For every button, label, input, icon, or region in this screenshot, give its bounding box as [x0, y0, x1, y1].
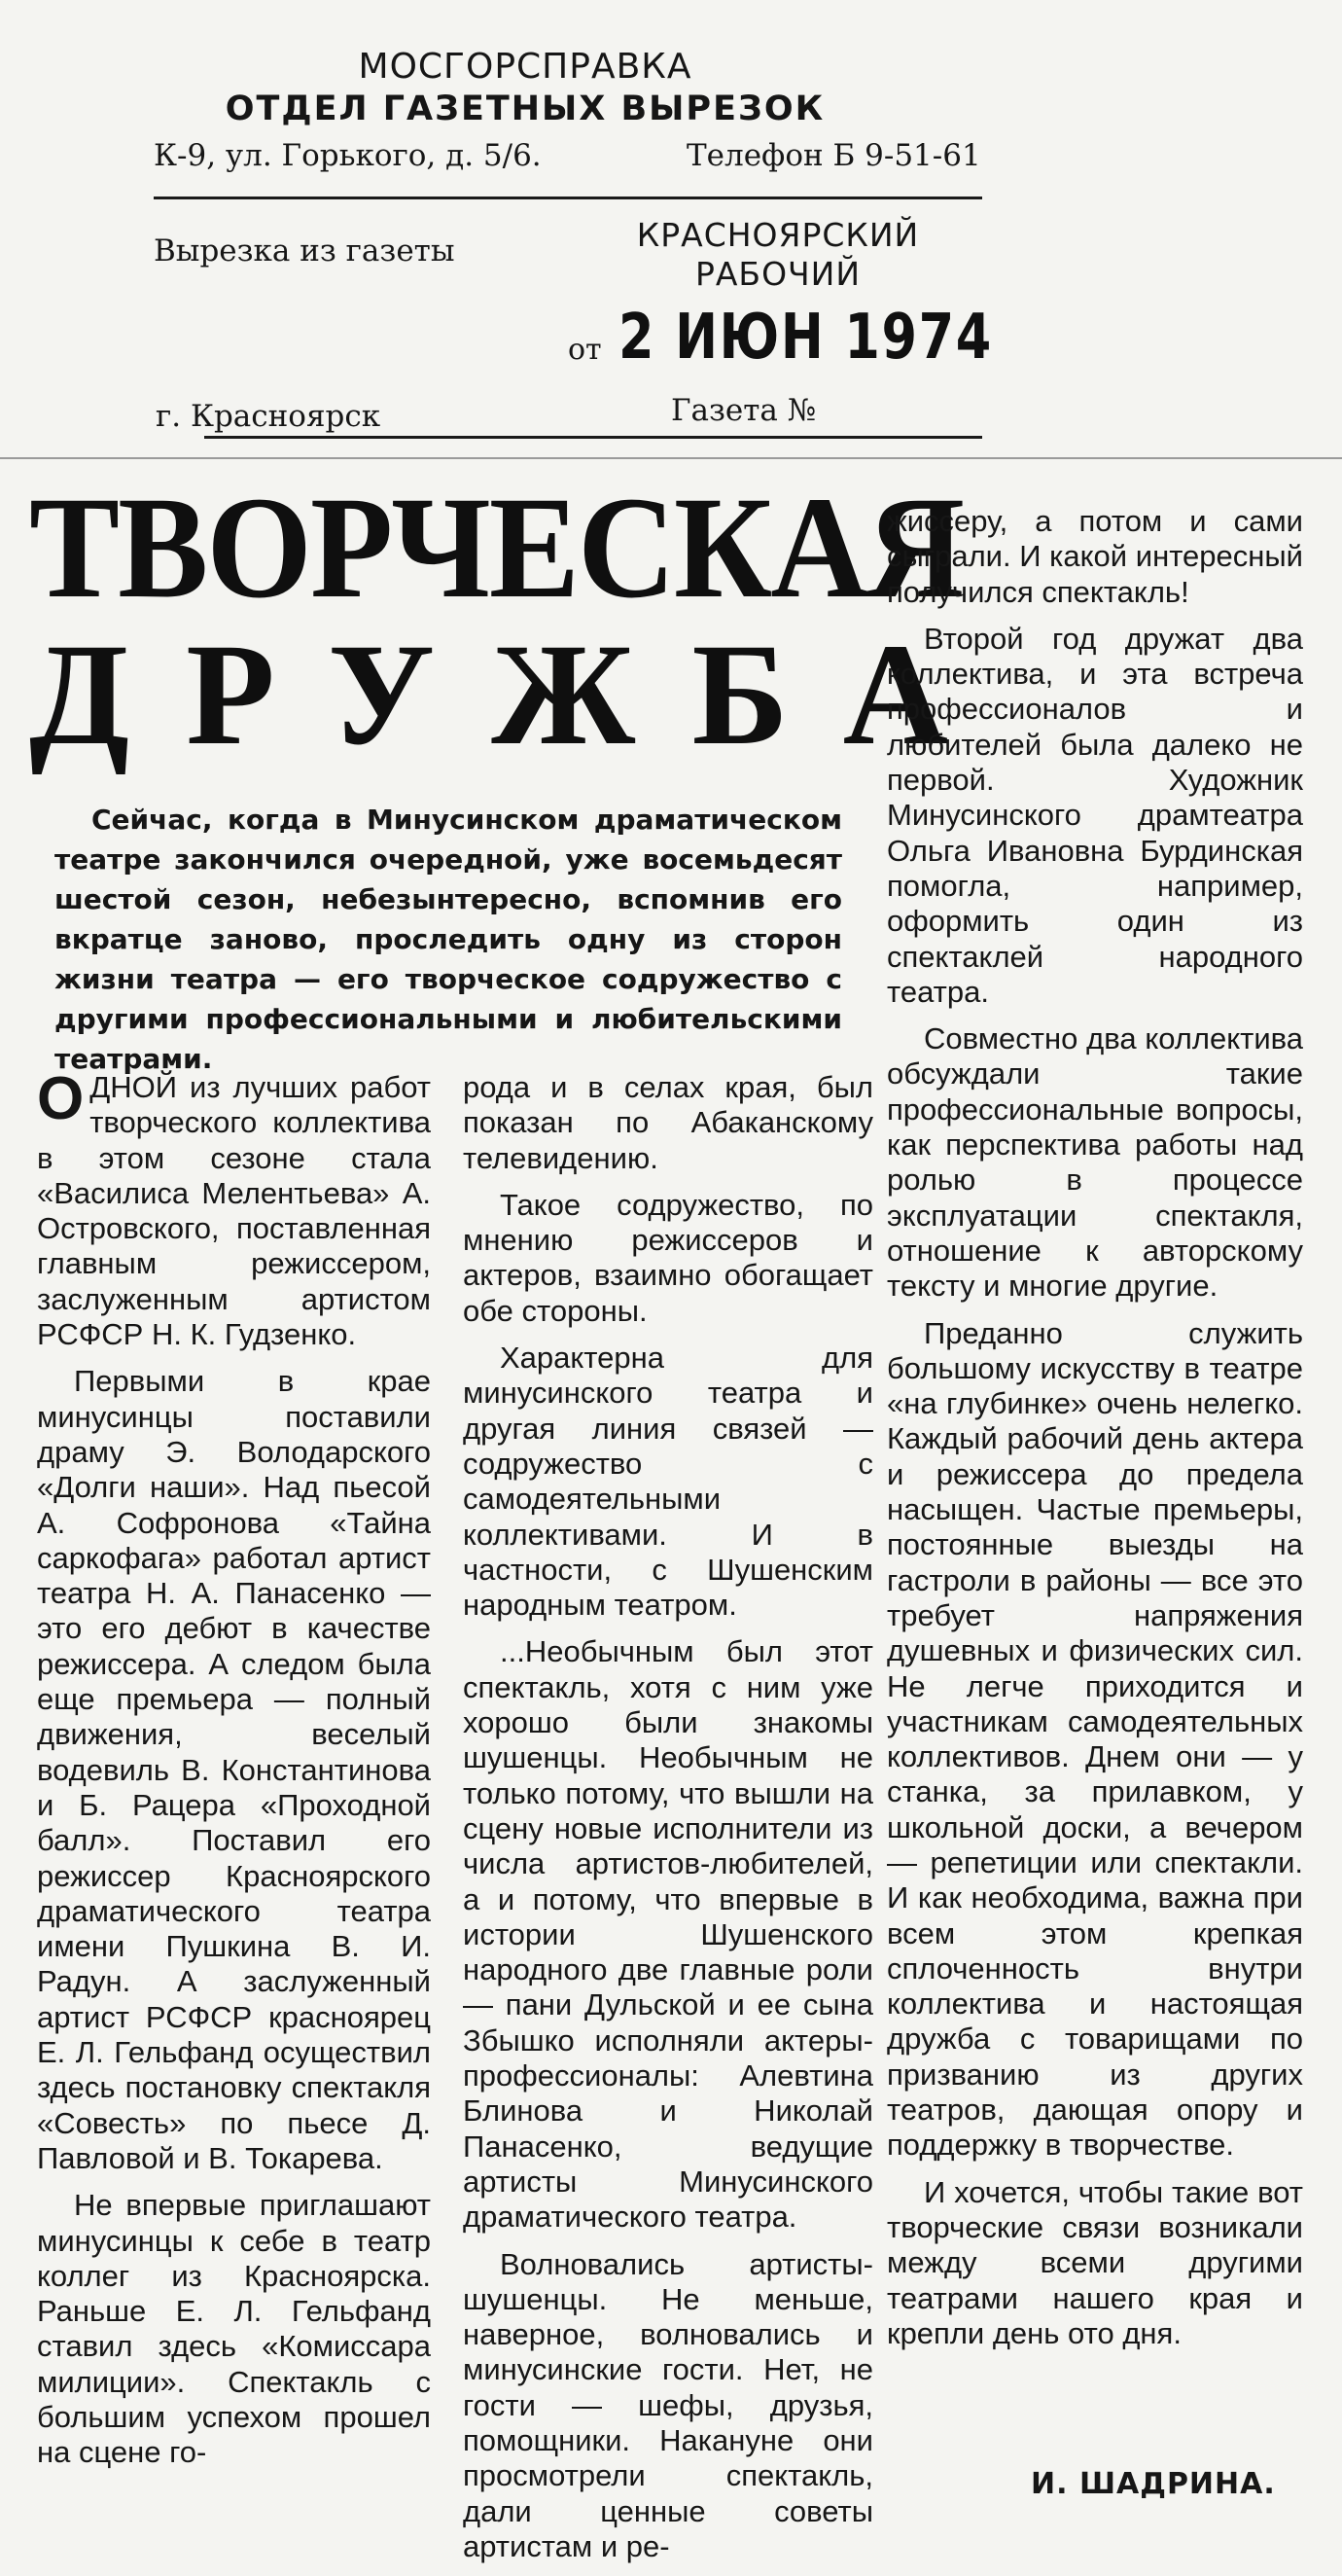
article-column-1 — [37, 1065, 431, 2483]
paragraph: Волновались артисты-шушенцы. Не меньше, наверное, волновались и минусинские гости. Нет, не гости — шефы, друзья, помощники. Накануне они просмотрели спектакль, дали ценные советы артистам и ре- — [463, 2246, 873, 2563]
paragraph: Второй год дружат два коллектива, и эта встреча профессионалов и любителей была далеко не первой. Художник Минусинского драмтеатра Ольга Ивановна Бурдинская помогла, например, оформить один из спектаклей народного театра. — [887, 621, 1303, 1009]
article-headline — [29, 467, 1006, 775]
paragraph: жиссеру, а потом и сами сыграли. И какой интересный получился спектакль! — [887, 504, 1303, 609]
bureau-name: МОСГОРСПРАВКА — [358, 47, 692, 87]
paragraph: Первыми в крае минусинцы поставили драму Э. Володарского «Долги наши». Над пьесой А. Софронова «Тайна саркофага» работал артист театра Н. А. Панасенко — это его дебют в качестве режиссера. А следом была еще премьера — полный движения, веселый водевиль В. Константинова и Б. Рацера «Проходной балл». Поставил его режиссер Красноярского драматического театра имени Пушкина В. И. Радун. А заслуженный артист РСФСР красноярец Е. Л. Гельфанд осуществил здесь постановку спектакля «Совесть» по пьесе Д. Павловой и В. Токарева. — [37, 1364, 431, 2175]
clipping-edge — [0, 457, 1342, 459]
paragraph: рода и в селах края, был показан по Абаканскому телевидению. — [463, 1070, 873, 1175]
newspaper-name-line1: КРАСНОЯРСКИЙ — [636, 216, 920, 254]
article-lead: Сейчас, когда в Минусинском драматическом театре закончился очередной, уже восемьдесят шестой сезон, небезынтересно, вспомнив его вкратце заново, проследить одну из сторон жизни театра — его творческое содружество с другими профессиональными и любительскими театрами. — [54, 804, 842, 1075]
paragraph: Совместно два коллектива обсуждали такие профессиональные вопросы, как перспектива работы над ролью в процессе эксплуатации спектакля, отношение к авторскому тексту и многие другие. — [887, 1021, 1303, 1304]
date-label: от — [568, 333, 602, 367]
newspaper-name — [583, 216, 972, 294]
header-divider — [154, 197, 982, 199]
newspaper-name-line2: РАБОЧИЙ — [694, 255, 862, 293]
date-stamp: 2 ИЮН 1974 — [618, 302, 993, 374]
paragraph — [37, 1065, 431, 1352]
drop-cap: О — [37, 1065, 85, 1132]
headline-line-1: ТВОРЧЕСКАЯ — [29, 467, 964, 628]
bureau-address: К-9, ул. Горького, д. 5/6. — [154, 138, 542, 173]
headline-line-2: ДРУЖБА — [29, 614, 1006, 775]
bureau-phone: Телефон Б 9-51-61 — [687, 138, 981, 173]
author-signature: И. ШАДРИНА. — [1031, 2467, 1276, 2501]
paragraph: Характерна для минусинского театра и другая линия связей — содружество с самодеятельными коллективами. И в частности, с Шушенским народным театром. — [463, 1341, 873, 1623]
paragraph: Преданно служить большому искусству в театре «на глубинке» очень нелегко. Каждый рабочий день актера и режиссера до предела насыщен. Частые премьеры, постоянные выезды на гастроли в районы — все это требует напряжения душевных и физических сил. Не легче приходится и участникам самодеятельных коллективов. Днем они — у станка, за прилавком, у школьной доски, а вечером — репетиции или спектакли. И как необходима, важна при всем этом крепкая сплоченность внутри коллектива и настоящая дружба с товарищами по призванию из других театров, дающая опору и поддержку в творчестве. — [887, 1315, 1303, 2163]
city-label: г. Красноярск — [156, 399, 381, 434]
paragraph: ...Необычным был этот спектакль, хотя с ним уже хорошо были знакомы шушенцы. Необычным не только потому, что вышли на сцену новые исполнители из числа артистов-любителей, а и потому, что впервые в истории Шушенского народного две главные роли — пани Дульской и ее сына Збышко исполняли актеры-профессионалы: Алевтина Блинова и Николай Панасенко, ведущие артисты Минусинского драматического театра. — [463, 1634, 873, 2235]
bureau-department: ОТДЕЛ ГАЗЕТНЫХ ВЫРЕЗОК — [225, 89, 826, 128]
article-column-3 — [887, 504, 1303, 2363]
paragraph: И хочется, чтобы такие вот творческие связи возникали между всеми другими театрами нашего края и крепли день ото дня. — [887, 2174, 1303, 2350]
paragraph-text: ДНОЙ из лучших работ творческого коллектива в этом сезоне стала «Василиса Мелентьева» А. Островского, поставленная главным режиссером, заслуженным артистом РСФСР Н. К. Гудзенко. — [37, 1070, 431, 1352]
paragraph: Такое содружество, по мнению режиссеров и актеров, взаимно обогащает обе стороны. — [463, 1187, 873, 1328]
issue-number-label: Газета № — [671, 393, 817, 428]
clipping-source-label: Вырезка из газеты — [154, 233, 455, 268]
article-column-2 — [463, 1070, 873, 2576]
paragraph: Не впервые приглашают минусинцы к себе в театр коллег из Красноярска. Раньше Е. Л. Гельфанд ставил здесь «Комиссара милиции». Спектакль с большим успехом прошел на сцене го- — [37, 2188, 431, 2470]
city-underline — [204, 436, 982, 439]
